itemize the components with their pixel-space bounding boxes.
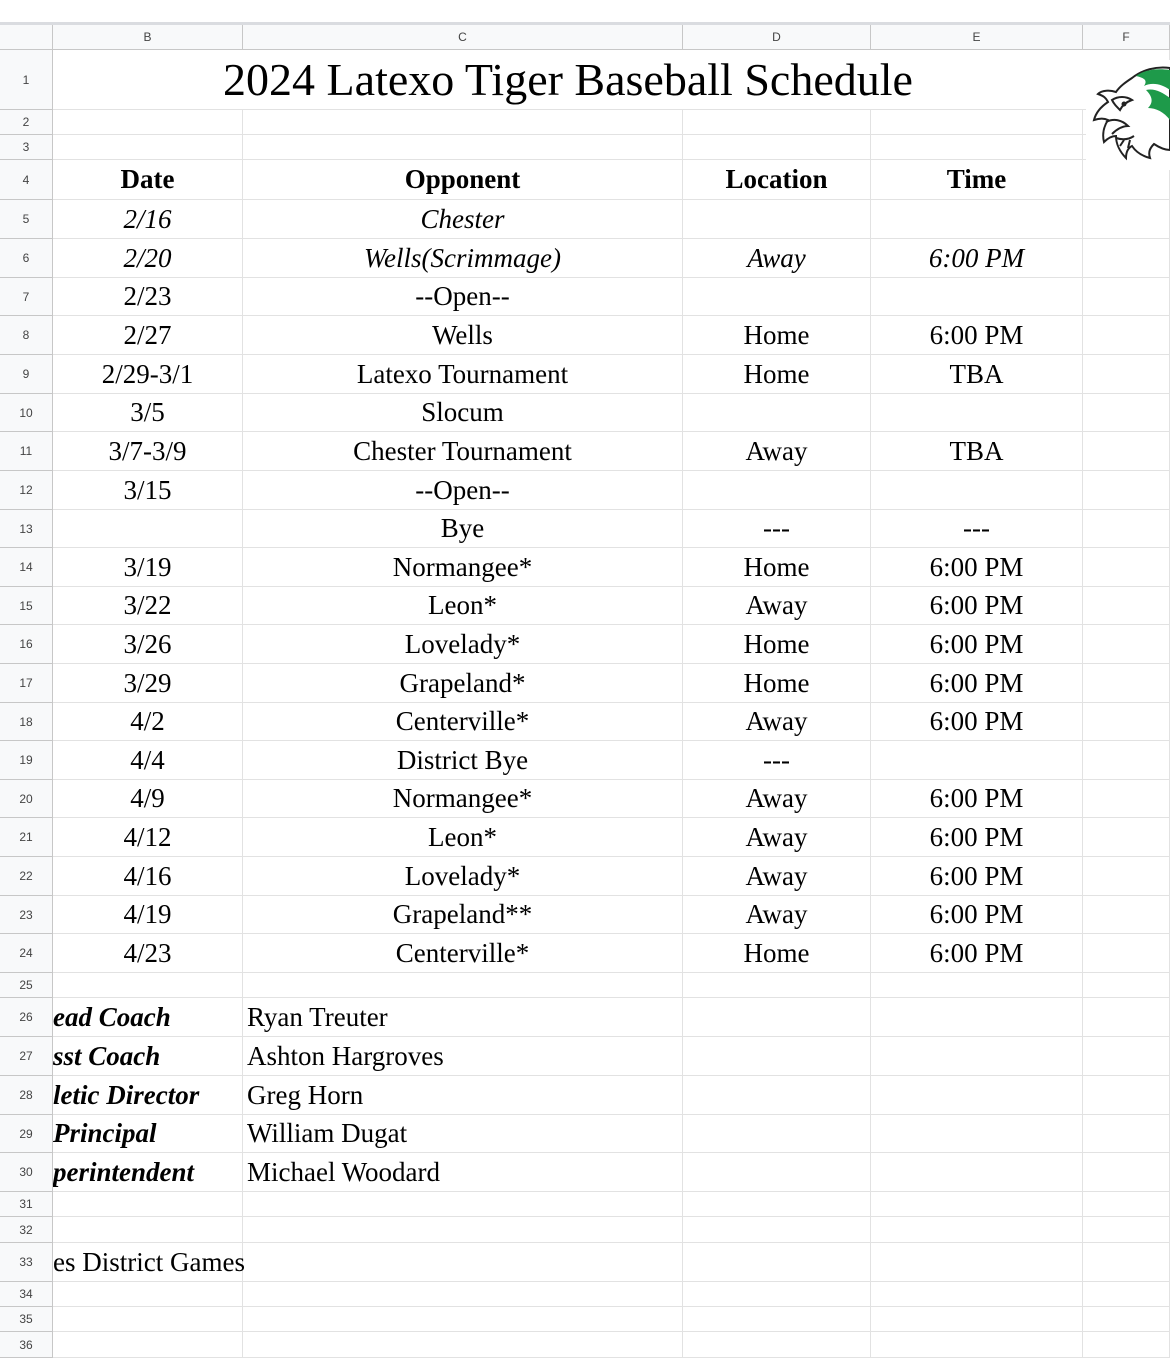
game-time[interactable]: 6:00 PM [871,548,1083,587]
staff-role-text: ead Coach [53,1001,171,1032]
column-header-e[interactable]: E [871,25,1083,50]
cell-f32[interactable] [1083,1217,1170,1243]
row-header-10[interactable]: 10 [0,394,53,432]
game-location[interactable]: Home [683,316,871,355]
cell-f16[interactable] [1083,625,1170,664]
row-header-3[interactable]: 3 [0,135,53,160]
row-header-28[interactable]: 28 [0,1076,53,1115]
staff-role[interactable] [53,998,243,1037]
row-header-18[interactable]: 18 [0,703,53,741]
row-header-20[interactable]: 20 [0,780,53,818]
cell-f34[interactable] [1083,1282,1170,1307]
game-location[interactable]: Home [683,355,871,394]
staff-name[interactable]: Michael Woodard [243,1153,683,1192]
game-time[interactable]: 6:00 PM [871,664,1083,703]
game-opponent[interactable]: Centerville* [243,934,683,973]
game-date[interactable]: 3/29 [53,664,243,703]
cell-c35[interactable] [243,1307,683,1332]
game-time[interactable]: 6:00 PM [871,625,1083,664]
cell-e27[interactable] [871,1037,1083,1076]
game-time[interactable]: 6:00 PM [871,239,1083,278]
cell-f7[interactable] [1083,278,1170,316]
cell-d36[interactable] [683,1332,871,1358]
cell-f29[interactable] [1083,1115,1170,1153]
column-header-c[interactable]: C [243,25,683,50]
game-location[interactable]: Away [683,896,871,934]
row-header-35[interactable]: 35 [0,1307,53,1332]
row-header-1[interactable]: 1 [0,50,53,110]
game-date[interactable]: 2/20 [53,239,243,278]
select-all-corner[interactable] [0,25,53,50]
cell-f19[interactable] [1083,741,1170,780]
cell-e30[interactable] [871,1153,1083,1192]
row-header-14[interactable]: 14 [0,548,53,587]
game-location[interactable]: Away [683,703,871,741]
game-location[interactable] [683,394,871,432]
row-header-21[interactable]: 21 [0,818,53,857]
row-header-2[interactable]: 2 [0,110,53,135]
game-time[interactable]: 6:00 PM [871,316,1083,355]
game-location[interactable]: Home [683,548,871,587]
game-time[interactable]: 6:00 PM [871,780,1083,818]
game-location[interactable]: Away [683,780,871,818]
cell-f5[interactable] [1083,200,1170,239]
game-opponent[interactable]: --Open-- [243,471,683,510]
cell-f28[interactable] [1083,1076,1170,1115]
cell-e33[interactable] [871,1243,1083,1282]
game-opponent[interactable]: Normangee* [243,548,683,587]
game-location[interactable]: --- [683,510,871,548]
cell-d28[interactable] [683,1076,871,1115]
game-opponent[interactable]: Wells [243,316,683,355]
row-header-9[interactable]: 9 [0,355,53,394]
row-header-16[interactable]: 16 [0,625,53,664]
game-location[interactable] [683,278,871,316]
game-location[interactable]: Away [683,818,871,857]
cell-b36[interactable] [53,1332,243,1358]
cell-d30[interactable] [683,1153,871,1192]
game-date[interactable]: 3/26 [53,625,243,664]
cell-f6[interactable] [1083,239,1170,278]
game-location[interactable]: Away [683,432,871,471]
staff-role-text: Principal [53,1118,157,1148]
row-header-36[interactable]: 36 [0,1332,53,1358]
row-header-27[interactable]: 27 [0,1037,53,1076]
game-date[interactable]: 4/23 [53,934,243,973]
game-date[interactable]: 4/12 [53,818,243,857]
row-header-12[interactable]: 12 [0,471,53,510]
row-header-25[interactable]: 25 [0,973,53,998]
cell-f22[interactable] [1083,857,1170,896]
row-header-22[interactable]: 22 [0,857,53,896]
row-header-6[interactable]: 6 [0,239,53,278]
cell-f36[interactable] [1083,1332,1170,1358]
cell-f30[interactable] [1083,1153,1170,1192]
staff-name[interactable]: Greg Horn [243,1076,683,1115]
cell-b3[interactable] [53,135,243,160]
game-time[interactable]: 6:00 PM [871,934,1083,973]
cell-e29[interactable] [871,1115,1083,1153]
row-header-31[interactable]: 31 [0,1192,53,1217]
game-location[interactable]: --- [683,741,871,780]
cell-e28[interactable] [871,1076,1083,1115]
game-location[interactable]: Home [683,625,871,664]
cell-e2[interactable] [871,110,1083,135]
staff-name[interactable]: Ryan Treuter [243,998,683,1037]
staff-role-text: sst Coach [53,1040,161,1071]
game-opponent[interactable]: Lovelady* [243,857,683,896]
cell-e36[interactable] [871,1332,1083,1358]
cell-d34[interactable] [683,1282,871,1307]
cell-e25[interactable] [871,973,1083,998]
cell-f15[interactable] [1083,587,1170,625]
game-date[interactable]: 4/16 [53,857,243,896]
cell-f13[interactable] [1083,510,1170,548]
game-date[interactable]: 4/2 [53,703,243,741]
row-header-11[interactable]: 11 [0,432,53,471]
cell-e34[interactable] [871,1282,1083,1307]
header-location[interactable]: Location [683,160,871,200]
game-date[interactable]: 3/5 [53,394,243,432]
game-opponent[interactable]: Latexo Tournament [243,355,683,394]
tiger-head-icon [1086,60,1170,170]
game-time[interactable]: 6:00 PM [871,703,1083,741]
row-header-30[interactable]: 30 [0,1153,53,1192]
game-date[interactable]: 3/19 [53,548,243,587]
game-opponent[interactable]: Chester [243,200,683,239]
staff-name[interactable]: Ashton Hargroves [243,1037,683,1076]
game-date[interactable]: 3/15 [53,471,243,510]
game-opponent[interactable]: Slocum [243,394,683,432]
cell-f26[interactable] [1083,998,1170,1037]
top-toolbar-edge [0,0,1170,25]
cell-f10[interactable] [1083,394,1170,432]
game-opponent[interactable]: Bye [243,510,683,548]
cell-f8[interactable] [1083,316,1170,355]
game-opponent[interactable]: Grapeland* [243,664,683,703]
cell-e3[interactable] [871,135,1083,160]
column-header-d[interactable]: D [683,25,871,50]
row-header-5[interactable]: 5 [0,200,53,239]
game-time[interactable]: 6:00 PM [871,818,1083,857]
game-opponent[interactable]: Wells(Scrimmage) [243,239,683,278]
cell-d26[interactable] [683,998,871,1037]
cell-c31[interactable] [243,1192,683,1217]
cell-b35[interactable] [53,1307,243,1332]
cell-e35[interactable] [871,1307,1083,1332]
cell-d35[interactable] [683,1307,871,1332]
game-opponent[interactable]: --Open-- [243,278,683,316]
cell-c34[interactable] [243,1282,683,1307]
staff-name[interactable]: William Dugat [243,1115,683,1153]
header-time[interactable]: Time [871,160,1083,200]
row-header-4[interactable]: 4 [0,160,53,200]
cell-b32[interactable] [53,1217,243,1243]
cell-e26[interactable] [871,998,1083,1037]
game-date[interactable]: 2/27 [53,316,243,355]
game-location[interactable]: Home [683,934,871,973]
game-date[interactable]: 2/29-3/1 [53,355,243,394]
row-header-33[interactable]: 33 [0,1243,53,1282]
game-location[interactable]: Home [683,664,871,703]
cell-f20[interactable] [1083,780,1170,818]
cell-e32[interactable] [871,1217,1083,1243]
footnote-district-games[interactable]: es District Games [53,1243,683,1282]
row-header-8[interactable]: 8 [0,316,53,355]
game-opponent[interactable]: Grapeland** [243,896,683,934]
game-date[interactable]: 2/16 [53,200,243,239]
cell-c32[interactable] [243,1217,683,1243]
game-time[interactable] [871,471,1083,510]
row-header-24[interactable]: 24 [0,934,53,973]
game-time[interactable]: 6:00 PM [871,896,1083,934]
cell-d27[interactable] [683,1037,871,1076]
game-date[interactable] [53,510,243,548]
game-date[interactable]: 2/23 [53,278,243,316]
game-opponent[interactable]: Leon* [243,587,683,625]
game-opponent[interactable]: District Bye [243,741,683,780]
column-header-b[interactable]: B [53,25,243,50]
cell-f35[interactable] [1083,1307,1170,1332]
game-time[interactable]: TBA [871,355,1083,394]
staff-role[interactable] [53,1076,243,1115]
game-location[interactable]: Away [683,857,871,896]
cell-c2[interactable] [243,110,683,135]
cell-e31[interactable] [871,1192,1083,1217]
cell-f23[interactable] [1083,896,1170,934]
row-header-7[interactable]: 7 [0,278,53,316]
game-opponent[interactable]: Lovelady* [243,625,683,664]
game-location[interactable] [683,471,871,510]
cell-d2[interactable] [683,110,871,135]
game-opponent[interactable]: Normangee* [243,780,683,818]
staff-role[interactable] [53,1037,243,1076]
cell-f18[interactable] [1083,703,1170,741]
game-opponent[interactable]: Chester Tournament [243,432,683,471]
staff-role[interactable] [53,1115,243,1153]
game-time[interactable] [871,394,1083,432]
cell-f17[interactable] [1083,664,1170,703]
row-header-32[interactable]: 32 [0,1217,53,1243]
cell-f14[interactable] [1083,548,1170,587]
cell-b2[interactable] [53,110,243,135]
cell-c3[interactable] [243,135,683,160]
cell-f24[interactable] [1083,934,1170,973]
game-time[interactable]: 6:00 PM [871,857,1083,896]
game-location[interactable] [683,200,871,239]
game-time[interactable]: --- [871,510,1083,548]
cell-d31[interactable] [683,1192,871,1217]
header-date[interactable]: Date [53,160,243,200]
row-header-29[interactable]: 29 [0,1115,53,1153]
row-header-15[interactable]: 15 [0,587,53,625]
game-date[interactable]: 4/4 [53,741,243,780]
row-header-26[interactable]: 26 [0,998,53,1037]
cell-f25[interactable] [1083,973,1170,998]
game-location[interactable]: Away [683,239,871,278]
row-header-17[interactable]: 17 [0,664,53,703]
row-header-19[interactable]: 19 [0,741,53,780]
cell-f27[interactable] [1083,1037,1170,1076]
cell-b34[interactable] [53,1282,243,1307]
column-header-f[interactable]: F [1083,25,1170,50]
cell-f9[interactable] [1083,355,1170,394]
cell-d33[interactable] [683,1243,871,1282]
game-opponent[interactable]: Leon* [243,818,683,857]
header-opponent[interactable]: Opponent [243,160,683,200]
game-date[interactable]: 3/7-3/9 [53,432,243,471]
game-time[interactable]: 6:00 PM [871,587,1083,625]
game-location[interactable]: Away [683,587,871,625]
staff-role[interactable] [53,1153,243,1192]
row-header-34[interactable]: 34 [0,1282,53,1307]
cell-b31[interactable] [53,1192,243,1217]
game-date[interactable]: 4/9 [53,780,243,818]
cell-d25[interactable] [683,973,871,998]
cell-f31[interactable] [1083,1192,1170,1217]
cell-f11[interactable] [1083,432,1170,471]
cell-d29[interactable] [683,1115,871,1153]
game-time[interactable] [871,278,1083,316]
game-opponent[interactable]: Centerville* [243,703,683,741]
cell-d3[interactable] [683,135,871,160]
game-time[interactable] [871,741,1083,780]
game-time[interactable] [871,200,1083,239]
cell-d32[interactable] [683,1217,871,1243]
schedule-title: 2024 Latexo Tiger Baseball Schedule [53,50,1083,110]
staff-role-text: letic Director [53,1079,200,1110]
game-date[interactable]: 3/22 [53,587,243,625]
cell-f33[interactable] [1083,1243,1170,1282]
game-time[interactable]: TBA [871,432,1083,471]
game-date[interactable]: 4/19 [53,896,243,934]
row-header-23[interactable]: 23 [0,896,53,934]
cell-c36[interactable] [243,1332,683,1358]
row-header-13[interactable]: 13 [0,510,53,548]
staff-role-text: perintendent [53,1156,195,1187]
cell-b25[interactable] [53,973,243,998]
cell-c25[interactable] [243,973,683,998]
cell-f21[interactable] [1083,818,1170,857]
cell-f12[interactable] [1083,471,1170,510]
